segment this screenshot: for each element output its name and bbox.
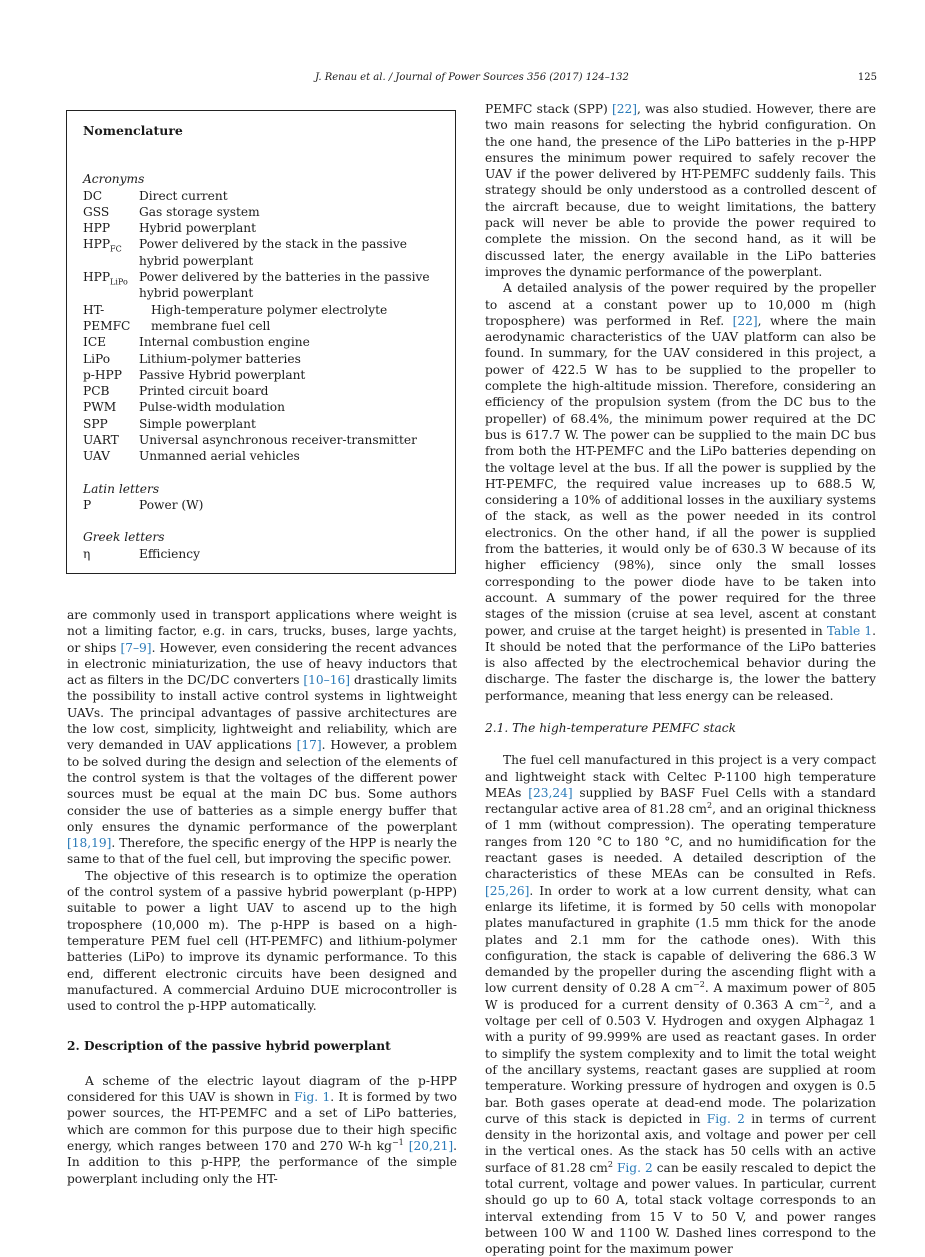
latin-label: Latin letters (83, 481, 160, 496)
nomenclature-definition: Power (W) (139, 497, 204, 512)
running-header (67, 72, 877, 88)
page-number: 125 (857, 72, 877, 83)
nomenclature-entry (83, 236, 439, 269)
nomenclature-title: Nomenclature (83, 123, 183, 138)
nomenclature-entry (83, 351, 439, 367)
nomenclature-entry (83, 269, 439, 302)
nomenclature-entry (83, 448, 439, 464)
nomenclature-abbr: $HPP_{LiPo}$ (83, 270, 128, 287)
nomenclature-entry (83, 399, 439, 415)
nomenclature-abbr: ICE (83, 335, 107, 350)
nomenclature-abbr: HPP (83, 221, 111, 236)
citation-link[interactable]: [23,24] (528, 785, 573, 800)
nomenclature-entry (83, 416, 439, 432)
nomenclature-definition: Unmanned aerial vehicles (139, 449, 300, 464)
nomenclature-definition: Gas storage system (139, 204, 260, 219)
nomenclature-definition: Pulse-width modulation (139, 400, 285, 415)
nomenclature-abbr: p-HPP (83, 367, 122, 382)
nomenclature-entry (83, 220, 439, 236)
figure-link[interactable]: Fig. 2 (706, 1111, 745, 1126)
nomenclature-abbr: PCB (83, 384, 110, 399)
nomenclature-entry (83, 367, 439, 383)
right-column (485, 101, 876, 1257)
citation-link[interactable]: [25,26] (485, 883, 530, 898)
acronyms-label: Acronyms (83, 172, 145, 187)
citation-link[interactable]: [10–16] (303, 673, 351, 688)
left-column (67, 607, 457, 1187)
acronym-list (83, 188, 439, 465)
latin-list (83, 497, 439, 513)
citation-link[interactable]: [18,19] (67, 836, 112, 851)
nomenclature-definition: Efficiency (139, 546, 200, 561)
nomenclature-abbr: HT-PEMFC (83, 302, 131, 333)
greek-list (83, 546, 439, 562)
nomenclature-definition: Hybrid powerplant (139, 221, 257, 236)
paragraph: are commonly used in transport applications where weight is not a limiting factor, e.g. in cars, trucks, buses, large yachts, or ships [7–9]. However, even considering the recent advances in electronic miniaturization, the use of heavy inductors that act as filters in the DC/DC converters [10–16] drastically limits the possibility to install active control systems in lightweight UAVs. The principal advantages of passive architectures are the low cost, simplicity, lightweight and reliability, which are very demanded in UAV applications [17]. However, a problem to be solved during the design and selection of the elements of the control system is that the voltages of the different power sources must be equal at the main DC bus. Some authors consider the use of batteries as a simple energy buffer that only ensures the dynamic performance of the powerplant [18,19]. Therefore, the specific energy of the HPP is nearly the same to that of the fuel cell, but improving the specific power. (67, 608, 457, 867)
nomenclature-definition: Universal asynchronous receiver-transmitter (139, 433, 417, 448)
table-link[interactable]: Table 1 (826, 623, 873, 638)
nomenclature-abbr: UAV (83, 449, 110, 464)
nomenclature-entry (83, 432, 439, 448)
greek-label: Greek letters (83, 530, 165, 545)
citation-link[interactable]: [20,21] (408, 1138, 454, 1153)
nomenclature-definition: Power delivered by the batteries in the passive hybrid powerplant (139, 270, 430, 301)
nomenclature-definition: High-temperature polymer electrolyte membrane fuel cell (151, 302, 388, 333)
nomenclature-definition: Direct current (139, 188, 228, 203)
figure-link[interactable]: Fig. 1 (294, 1090, 331, 1105)
nomenclature-definition: Internal combustion engine (139, 335, 310, 350)
nomenclature-definition: Power delivered by the stack in the passive hybrid powerplant (139, 237, 407, 268)
paragraph: The objective of this research is to optimize the operation of the control system of a passive hybrid powerplant (p-HPP) suitable to power a light UAV to ascend up to the high troposphere (10,000 m). The p-HPP is based on a high-temperature PEM fuel cell (HT-PEMFC) and lithium-polymer batteries (LiPo) to improve its dynamic performance. To this end, different electronic circuits have been designed and manufactured. A commercial Arduino DUE microcontroller is used to control the p-HPP automatically. (67, 868, 457, 1014)
nomenclature-abbr: DC (83, 188, 103, 203)
paragraph: A detailed analysis of the power required by the propeller to ascend at a constant power up to 10,000 m (high troposphere) was performed in Ref. [22], where the main aerodynamic characteristics of the UAV platform can also be found. In summary, for the UAV considered in this project, a power of 422.5 W has to be supplied to the propeller to complete the high-altitude mission. Therefore, considering an efficiency of the propulsion system (from the DC bus to the propeller) of 68.4%, the minimum power required at the DC bus is 617.7 W. The power can be supplied to the main DC bus from both the HT-PEMFC and the LiPo batteries depending on the voltage level at the bus. If all the power is supplied by the HT-PEMFC, the required value increases up to 688.5 W, considering a 10% of additional losses in the auxiliary systems of the stack, as well as the power needed in its control electronics. On the other hand, if all the power is supplied from the batteries, it would only be of 630.3 W because of its higher efficiency (98%), since only the small losses corresponding to the power diode have to be taken into account. A summary of the power required for the three stages of the mission (cruise at sea level, ascent at constant power, and cruise at the target height) is presented in Table 1. It should be noted that the performance of the LiPo batteries is also affected by the electrochemical behavior during the discharge. The faster the discharge is, the lower the battery performance, meaning that less energy can be released. (485, 281, 876, 703)
paragraph: The fuel cell manufactured in this project is a very compact and lightweight stack with Celtec P-1100 high temperature MEAs [23,24] supplied by BASF Fuel Cells with a standard rectangular active area of 81.28 $cm^2$, and an original thickness of 1 mm (without compression). The operating temperature ranges from 120 °C to 180 °C, and no humidification for the reactant gases is needed. A detailed description of the characteristics of these MEAs can be consulted in Refs. [25,26]. In order to work at a low current density, what can enlarge its lifetime, it is formed by 50 cells with monopolar plates manufactured in graphite (1.5 mm thick for the anode plates and 2.1 mm for the cathode ones). With this configuration, the stack is capable of delivering the 686.3 W demanded by the propeller during the ascending flight with a low current density of 0.28 A $cm^{-2}$. A maximum power of 805 W is produced for a current density of 0.363 A $cm^{-2}$, and a voltage per cell of 0.503 V. Hydrogen and oxygen Alphagaz 1 with a purity of 99.999% are used as reactant gases. In order to simplify the system complexity and to limit the total weight of the ancillary systems, reactant gases are supplied at room temperature. Working pressure of hydrogen and oxygen is 0.5 bar. Both gases operate at dead-end mode. The polarization curve of this stack is depicted in Fig. 2 in terms of current density in the horizontal axis, and voltage and power per cell in the vertical ones. As the stack has 50 cells with an active surface of 81.28 $cm^2$ Fig. 2 can be easily rescaled to depict the total current, voltage and power values. In particular, current should go up to 60 A, total stack voltage corresponds to an interval extending from 15 V to 50 V, and power ranges between 100 W and 1100 W. Dashed lines correspond to the operating point for the maximum power (485, 753, 877, 1257)
citation-link[interactable]: [17] (296, 738, 322, 753)
paragraph: A scheme of the electric layout diagram of the p-HPP considered for this UAV is shown in Fig. 1. It is formed by two power sources, the HT-PEMFC and a set of LiPo batteries, which are common for this purpose due to their high specific energy, which ranges between 170 and 270 W-h $kg^{-1}$ [20,21]. In addition to this p-HPP, the performance of the simple powerplant including only the HT- (67, 1073, 458, 1186)
section-heading: 2. Description of the passive hybrid powerplant (67, 1039, 391, 1054)
nomenclature-abbr: PWM (83, 400, 117, 415)
citation-link[interactable]: [22] (611, 102, 637, 116)
paragraph: PEMFC stack (SPP) [22], was also studied. However, there are two main reasons for selecting the hybrid configuration. On the one hand, the presence of the LiPo batteries in the p-HPP ensures the minimum power required to safely recover the UAV if the power delivered by HT-PEMFC suddenly fails. This strategy should be only understood as a controlled descent of the aircraft because, due to weight limitations, the battery pack will never be able to provide the power required to complete the mission. On the second hand, as it will be discussed later, the energy available in the LiPo batteries improves the dynamic performance of the powerplant. (485, 102, 876, 279)
nomenclature-box (66, 110, 456, 574)
citation-link[interactable]: [22] (732, 313, 758, 328)
nomenclature-entry (83, 334, 439, 350)
subsection-heading: 2.1. The high-temperature PEMFC stack (485, 720, 737, 735)
nomenclature-entry (83, 204, 439, 220)
nomenclature-entry (83, 546, 439, 562)
nomenclature-entry (83, 302, 439, 335)
nomenclature-entry (83, 383, 439, 399)
citation-link[interactable]: [7–9] (120, 640, 152, 655)
nomenclature-definition: Simple powerplant (139, 416, 256, 431)
nomenclature-abbr: η (83, 546, 91, 561)
nomenclature-definition: Printed circuit board (139, 384, 269, 399)
nomenclature-entry (83, 497, 439, 513)
journal-citation: J. Renau et al. / Journal of Power Sources 356 (2017) 124–132 (315, 72, 629, 83)
nomenclature-abbr: SPP (83, 416, 108, 431)
figure-link[interactable]: Fig. 2 (616, 1160, 653, 1175)
nomenclature-definition: Passive Hybrid powerplant (139, 367, 306, 382)
nomenclature-definition: Lithium-polymer batteries (139, 351, 301, 366)
nomenclature-abbr: $HPP_{FC}$ (83, 237, 122, 254)
nomenclature-entry (83, 188, 439, 204)
nomenclature-abbr: LiPo (83, 351, 111, 366)
nomenclature-abbr: GSS (83, 204, 110, 219)
nomenclature-abbr: P (83, 497, 92, 512)
nomenclature-abbr: UART (83, 433, 119, 448)
